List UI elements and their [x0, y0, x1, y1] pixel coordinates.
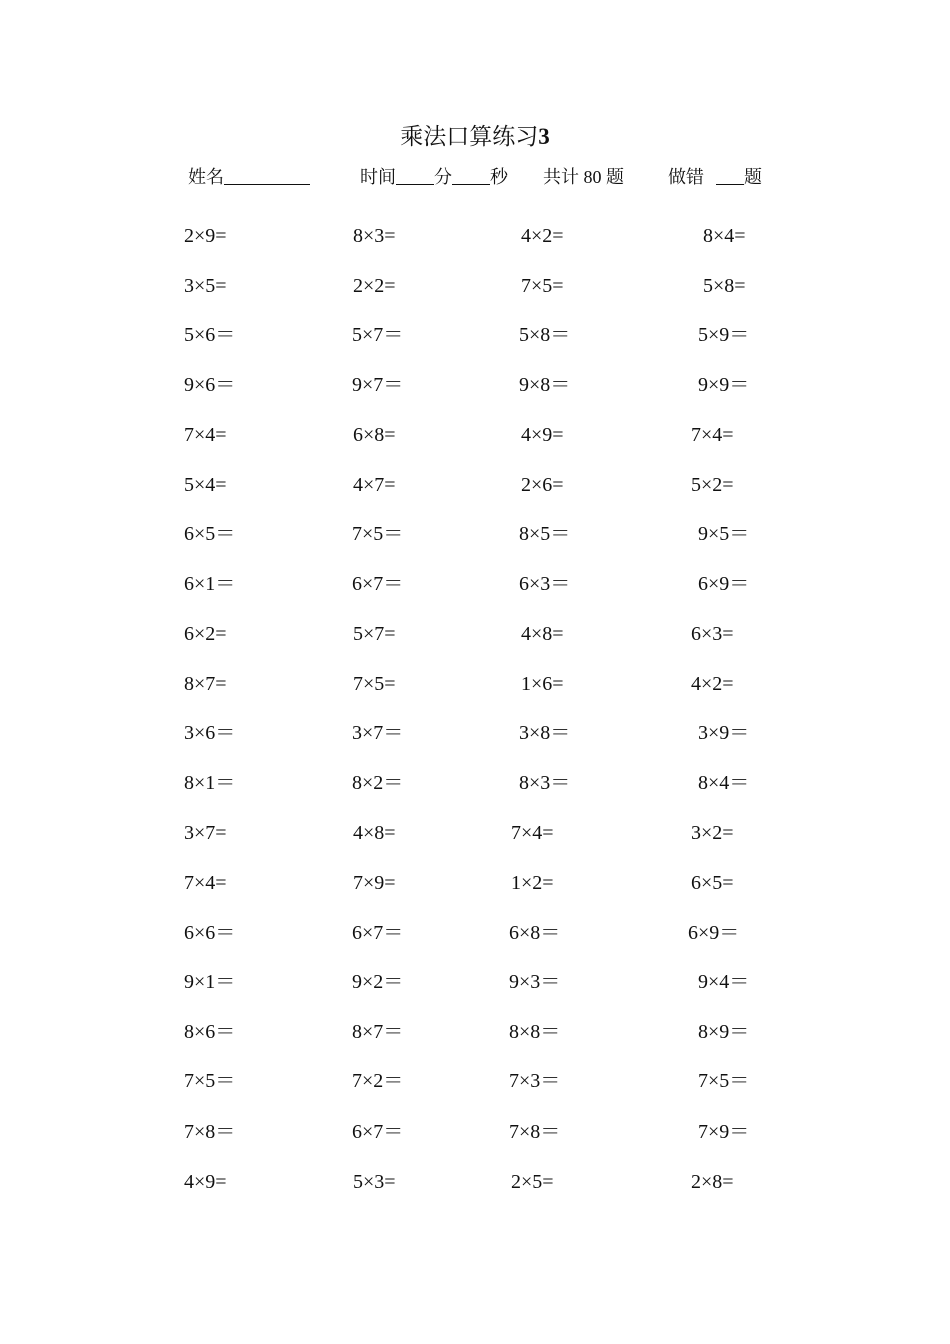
problem-27: 8×5＝ — [519, 523, 571, 545]
problem-65: 8×6＝ — [184, 1021, 236, 1043]
problem-62: 9×2＝ — [352, 971, 404, 993]
problem-39: 1×6= — [521, 673, 564, 695]
problem-64: 9×4＝ — [698, 971, 750, 993]
problem-63: 9×3＝ — [509, 971, 561, 993]
problem-6: 2×2= — [353, 275, 396, 297]
problem-28: 9×5＝ — [698, 523, 750, 545]
name-label: 姓名 — [188, 167, 224, 187]
problem-40: 4×2= — [691, 673, 734, 695]
minute-label: 分 — [434, 167, 452, 187]
problem-53: 7×4= — [184, 872, 227, 894]
problem-74: 6×7＝ — [352, 1121, 404, 1143]
problem-80: 2×8= — [691, 1171, 734, 1193]
problem-20: 7×4= — [691, 424, 734, 446]
problem-49: 3×7= — [184, 822, 227, 844]
problem-41: 3×6＝ — [184, 722, 236, 744]
problem-75: 7×8＝ — [509, 1121, 561, 1143]
problem-50: 4×8= — [353, 822, 396, 844]
problem-52: 3×2= — [691, 822, 734, 844]
problem-31: 6×3＝ — [519, 573, 571, 595]
problem-3: 4×2= — [521, 225, 564, 247]
problem-9: 5×6＝ — [184, 324, 236, 346]
problem-54: 7×9= — [353, 872, 396, 894]
problem-42: 3×7＝ — [352, 722, 404, 744]
problem-34: 5×7= — [353, 623, 396, 645]
problem-23: 2×6= — [521, 474, 564, 496]
second-label: 秒 — [490, 167, 508, 187]
problem-4: 8×4= — [703, 225, 746, 247]
problem-7: 7×5= — [521, 275, 564, 297]
problem-5: 3×5= — [184, 275, 227, 297]
total-label: 共计 80 题 — [543, 167, 624, 187]
problem-16: 9×9＝ — [698, 374, 750, 396]
problem-29: 6×1＝ — [184, 573, 236, 595]
title-text: 乘法口算练习 — [400, 124, 539, 149]
problem-78: 5×3= — [353, 1171, 396, 1193]
problem-25: 6×5＝ — [184, 523, 236, 545]
problem-47: 8×3＝ — [519, 772, 571, 794]
problem-46: 8×2＝ — [352, 772, 404, 794]
problem-56: 6×5= — [691, 872, 734, 894]
problem-33: 6×2= — [184, 623, 227, 645]
problem-70: 7×2＝ — [352, 1070, 404, 1092]
problem-8: 5×8= — [703, 275, 746, 297]
time-label: 时间 — [360, 167, 396, 187]
problem-43: 3×8＝ — [519, 722, 571, 744]
problem-45: 8×1＝ — [184, 772, 236, 794]
problem-1: 2×9= — [184, 225, 227, 247]
problem-26: 7×5＝ — [352, 523, 404, 545]
problem-10: 5×7＝ — [352, 324, 404, 346]
problem-59: 6×8＝ — [509, 922, 561, 944]
problem-57: 6×6＝ — [184, 922, 236, 944]
problem-55: 1×2= — [511, 872, 554, 894]
problem-11: 5×8＝ — [519, 324, 571, 346]
problem-69: 7×5＝ — [184, 1070, 236, 1092]
problem-76: 7×9＝ — [698, 1121, 750, 1143]
problem-18: 6×8= — [353, 424, 396, 446]
title-number: 3 — [538, 124, 550, 149]
problem-67: 8×8＝ — [509, 1021, 561, 1043]
problem-68: 8×9＝ — [698, 1021, 750, 1043]
problem-32: 6×9＝ — [698, 573, 750, 595]
wrong-suffix: 题 — [744, 167, 762, 187]
problem-72: 7×5＝ — [698, 1070, 750, 1092]
problem-15: 9×8＝ — [519, 374, 571, 396]
problem-19: 4×9= — [521, 424, 564, 446]
problem-12: 5×9＝ — [698, 324, 750, 346]
problem-58: 6×7＝ — [352, 922, 404, 944]
problem-13: 9×6＝ — [184, 374, 236, 396]
problem-17: 7×4= — [184, 424, 227, 446]
problem-24: 5×2= — [691, 474, 734, 496]
problem-79: 2×5= — [511, 1171, 554, 1193]
problem-37: 8×7= — [184, 673, 227, 695]
problem-30: 6×7＝ — [352, 573, 404, 595]
wrong-label: 做错 — [668, 167, 704, 187]
problem-35: 4×8= — [521, 623, 564, 645]
problem-71: 7×3＝ — [509, 1070, 561, 1092]
problem-77: 4×9= — [184, 1171, 227, 1193]
problem-60: 6×9＝ — [688, 922, 740, 944]
problem-61: 9×1＝ — [184, 971, 236, 993]
problem-66: 8×7＝ — [352, 1021, 404, 1043]
problem-51: 7×4= — [511, 822, 554, 844]
problem-21: 5×4= — [184, 474, 227, 496]
problem-73: 7×8＝ — [184, 1121, 236, 1143]
problem-22: 4×7= — [353, 474, 396, 496]
problem-36: 6×3= — [691, 623, 734, 645]
problem-44: 3×9＝ — [698, 722, 750, 744]
problem-2: 8×3= — [353, 225, 396, 247]
problem-48: 8×4＝ — [698, 772, 750, 794]
problem-14: 9×7＝ — [352, 374, 404, 396]
problem-38: 7×5= — [353, 673, 396, 695]
